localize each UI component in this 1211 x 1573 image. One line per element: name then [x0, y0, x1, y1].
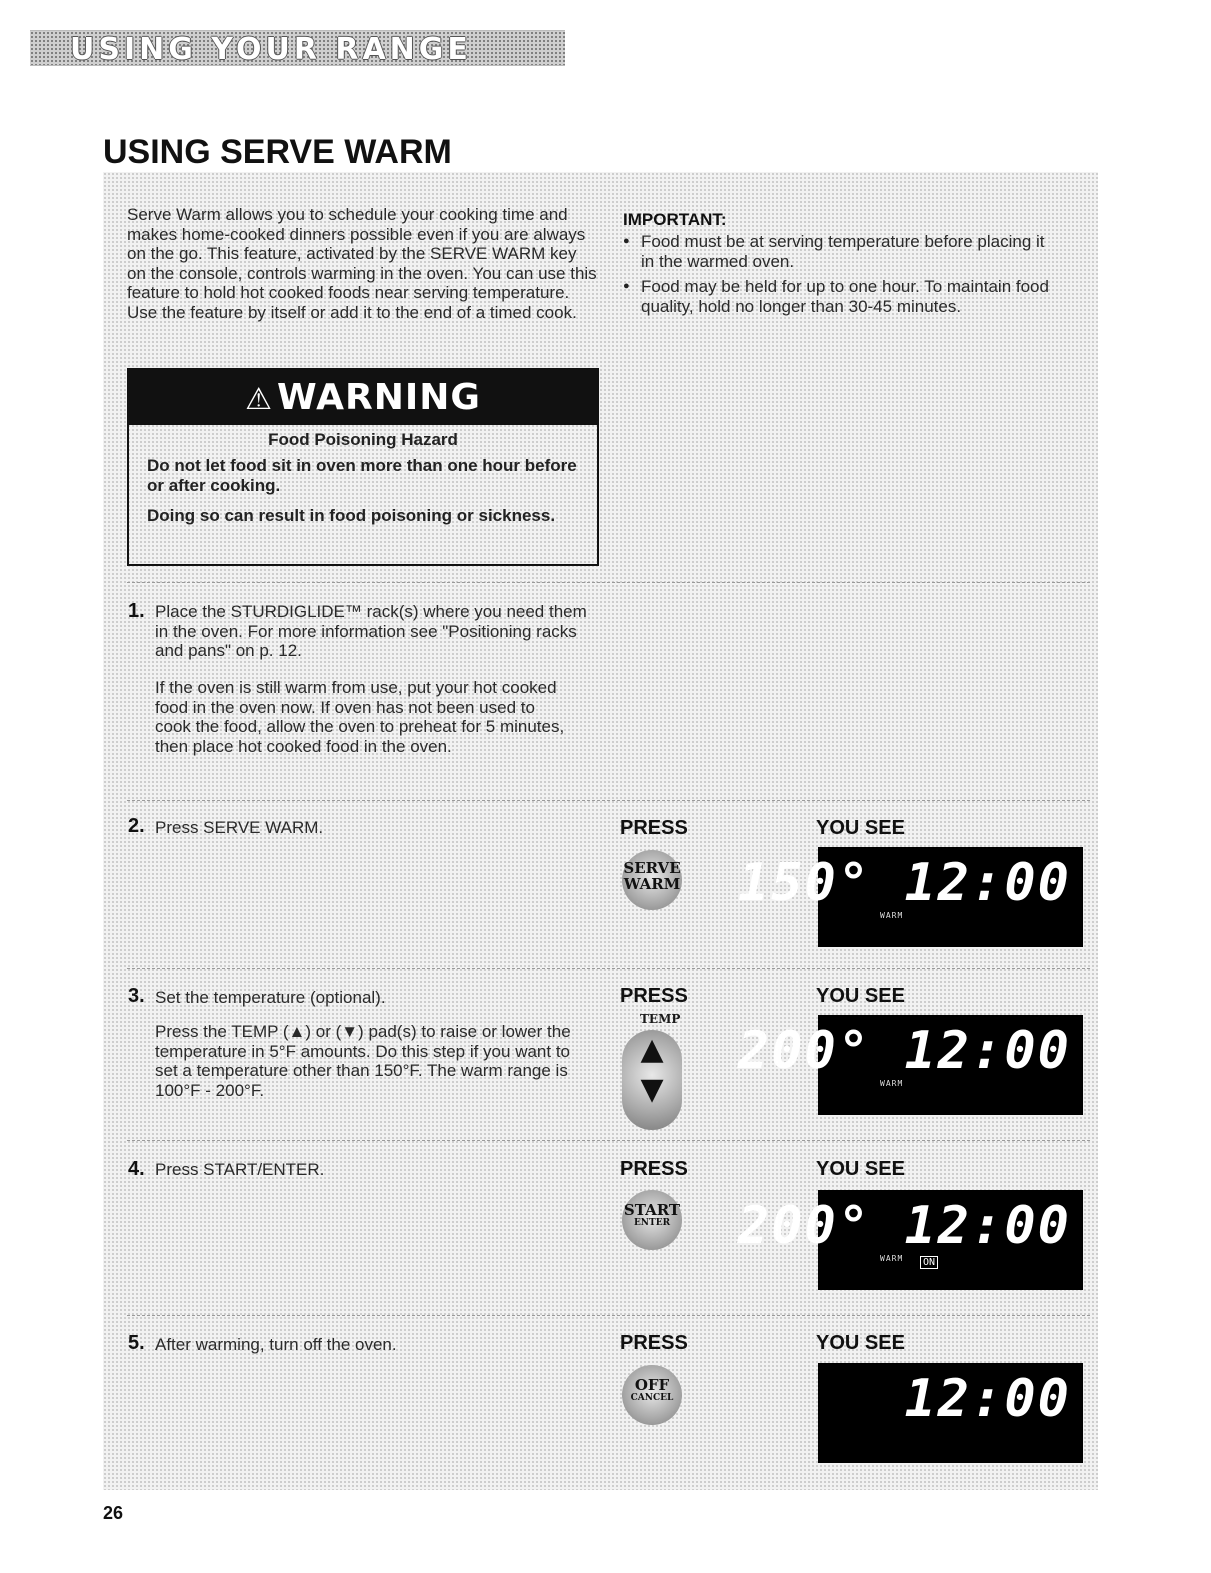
step-2-text: Press SERVE WARM.: [155, 818, 324, 837]
important-item: ● Food may be held for up to one hour. To maintain food quality, hold no longer than 30-45 minutes.: [623, 277, 1053, 316]
press-label: PRESS: [620, 817, 688, 839]
step-4-text: Press START/ENTER.: [155, 1160, 325, 1179]
temp-label: TEMP: [640, 1012, 681, 1026]
intro-paragraph: Serve Warm allows you to schedule your cooking time and makes home-cooked dinners possible even if you are always on the go. This feature, activated by the SERVE WARM key on the console, controls warming in the oven. You can use this feature to hold hot cooked foods near serving temperature. Use the feature by itself or add it to the end of a timed cook.: [127, 205, 597, 322]
warning-line-1: Do not let food sit in oven more than one hour before or after cooking.: [147, 456, 577, 495]
press-label: PRESS: [620, 1158, 688, 1180]
page-title: USING SERVE WARM: [103, 133, 452, 171]
step-1-text: Place the STURDIGLIDE™ rack(s) where you need them in the oven. For more information see "Positioning racks and pans" on p. 12.: [155, 602, 587, 661]
display-warm-indicator: WARM: [880, 1079, 904, 1088]
step-2-number: 2.: [128, 815, 145, 837]
step-3-number: 3.: [128, 985, 145, 1007]
warning-header: [129, 370, 597, 425]
arrow-up-icon: ▲: [640, 1032, 664, 1067]
oven-display: [737, 1190, 1083, 1290]
important-item: ● Food must be at serving temperature before placing it in the warmed oven.: [623, 232, 1053, 271]
important-list: [623, 232, 1053, 322]
step-3-text: Set the temperature (optional).: [155, 988, 386, 1007]
warning-line-2: Doing so can result in food poisoning or sickness.: [147, 506, 556, 525]
display-on-badge: ON: [920, 1256, 938, 1269]
divider: [127, 800, 1090, 801]
display-readout: 200° 12:00: [737, 1196, 1071, 1256]
divider: [127, 968, 1090, 969]
step-5-number: 5.: [128, 1332, 145, 1354]
divider: [127, 582, 1090, 583]
banner-text: USING YOUR RANGE: [70, 32, 472, 67]
serve-warm-button[interactable]: SERVE WARM: [622, 850, 682, 910]
display-readout: 200° 12:00: [737, 1021, 1071, 1081]
page-number: 26: [103, 1503, 124, 1523]
step-5-text: After warming, turn off the oven.: [155, 1335, 397, 1354]
you-see-label: YOU SEE: [816, 817, 905, 839]
display-warm-indicator: WARM: [880, 1254, 904, 1263]
oven-display: [737, 847, 1083, 947]
display-readout: 150° 12:00: [737, 853, 1071, 913]
arrow-down-icon: ▼: [640, 1072, 664, 1107]
divider: [127, 1315, 1090, 1316]
warning-box: [127, 368, 599, 566]
off-cancel-button[interactable]: OFF CANCEL: [622, 1365, 682, 1425]
you-see-label: YOU SEE: [816, 1332, 905, 1354]
step-1-text-2: If the oven is still warm from use, put your hot cooked food in the oven now. If oven has not been used to cook the food, allow the oven to preheat for 5 minutes, then place hot cooked food in the oven.: [155, 678, 565, 756]
warning-subtitle: Food Poisoning Hazard: [268, 430, 458, 449]
section-banner: [30, 30, 565, 66]
press-label: PRESS: [620, 1332, 688, 1354]
oven-display: [818, 1363, 1083, 1463]
press-label: PRESS: [620, 985, 688, 1007]
warning-triangle-icon: ⚠: [245, 382, 274, 417]
you-see-label: YOU SEE: [816, 985, 905, 1007]
display-warm-indicator: WARM: [880, 911, 904, 920]
step-1-number: 1.: [128, 600, 145, 622]
display-readout: 12:00: [904, 1369, 1071, 1429]
oven-display: [737, 1015, 1083, 1115]
temp-up-down-button[interactable]: [622, 1030, 682, 1130]
start-enter-button[interactable]: START ENTER: [622, 1190, 682, 1250]
divider: [127, 1140, 1090, 1141]
important-title: IMPORTANT:: [623, 210, 727, 229]
warning-heading: WARNING: [277, 377, 481, 418]
step-3-text-2: Press the TEMP (▲) or (▼) pad(s) to raise or lower the temperature in 5°F amounts. Do this step if you want to set a temperature other than 150°F. The warm range is 100°F - 200°F.: [155, 1022, 571, 1100]
step-4-number: 4.: [128, 1158, 145, 1180]
you-see-label: YOU SEE: [816, 1158, 905, 1180]
